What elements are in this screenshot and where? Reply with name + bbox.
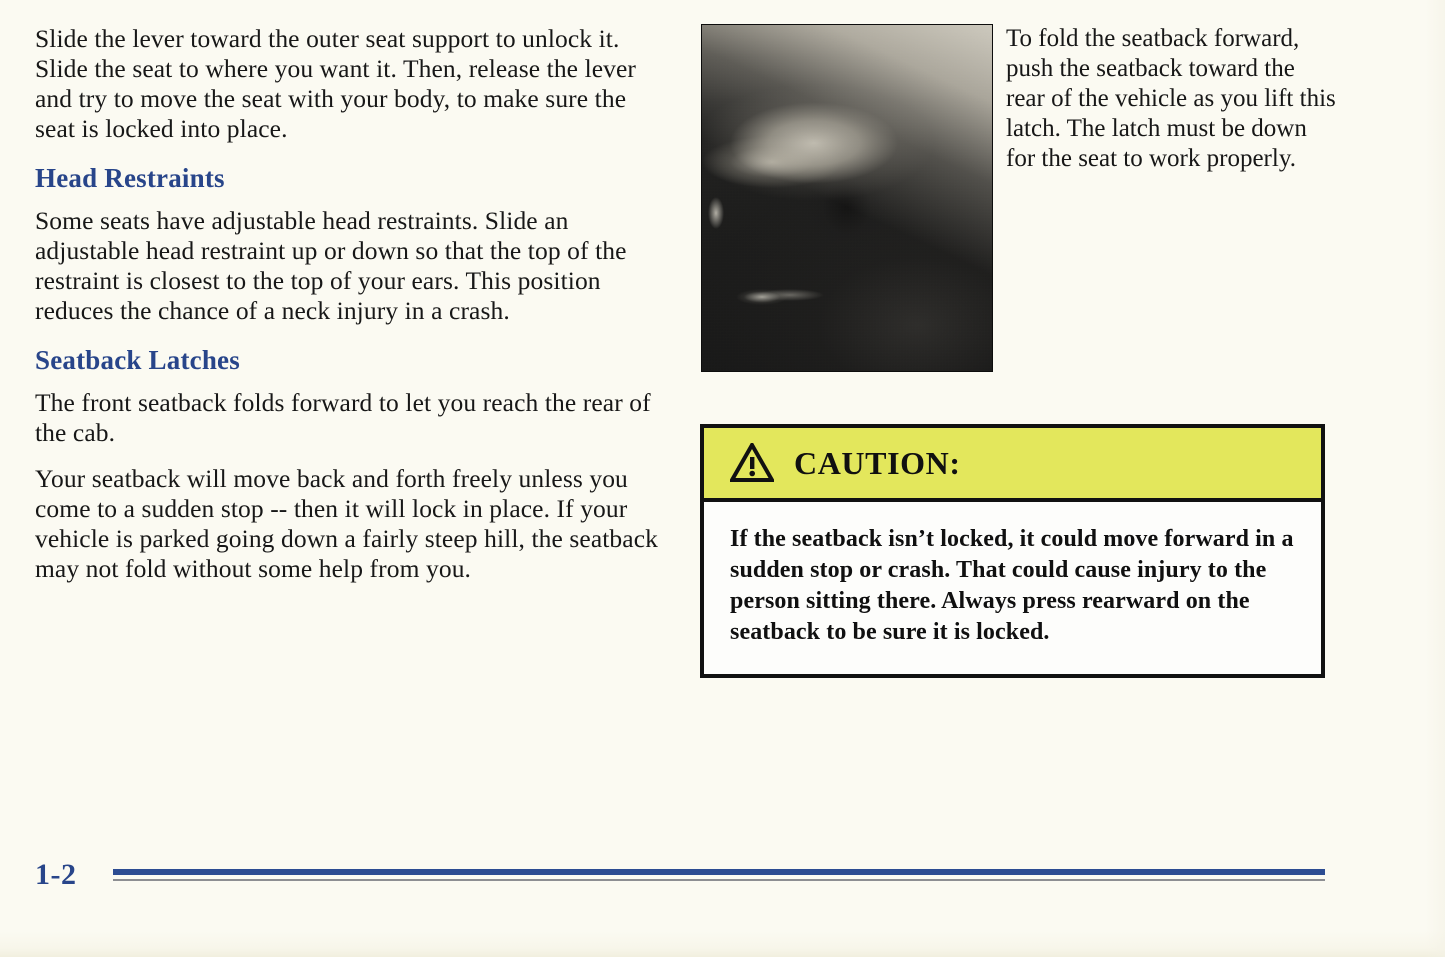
page-number: 1-2 xyxy=(35,858,77,891)
warning-triangle-icon xyxy=(730,443,774,483)
latch-photograph xyxy=(702,25,992,371)
footer-rule-thin xyxy=(113,879,1325,881)
paragraph-seat-adjust: Slide the lever toward the outer seat support to unlock it. Slide the seat to where you want it. Then, release the lever and try to move the seat with your body, to make sure the seat is locked into place. xyxy=(35,24,637,143)
page-footer xyxy=(35,858,1335,898)
caution-header xyxy=(704,428,1321,502)
left-text-column xyxy=(35,24,660,584)
figure-caption-text: To fold the seatback forward, push the seatback toward the rear of the vehicle as you lift this latch. The latch must be down for the seat to work properly. xyxy=(1006,25,1336,172)
paragraph-seatback-folds: The front seatback folds forward to let you reach the rear of the cab. xyxy=(35,388,651,447)
scan-edge-bottom xyxy=(0,931,1445,957)
caution-body xyxy=(704,502,1321,674)
paragraph-head-restraints: Some seats have adjustable head restraints. Slide an adjustable head restraint up or down so that the top of the restraint is closest to the top of your ears. This position reduces the chance of a neck injury in a crash. xyxy=(35,206,627,325)
photo-image xyxy=(702,25,992,371)
figure-caption-column xyxy=(1006,24,1336,174)
heading-seatback-latches: Seatback Latches xyxy=(35,345,240,375)
heading-head-restraints: Head Restraints xyxy=(35,163,225,193)
paragraph-seatback-lock: Your seatback will move back and forth freely unless you come to a sudden stop -- then it will lock in place. If your vehicle is parked going down a fairly steep hill, the seatback may not fold without some help from you. xyxy=(35,464,658,583)
caution-body-text: If the seatback isn’t locked, it could move forward in a sudden stop or crash. That could cause injury to the person sitting there. Always press rearward on the seatback to be sure it is locked. xyxy=(730,526,1294,645)
caution-title: CAUTION: xyxy=(794,444,961,481)
footer-rule xyxy=(113,869,1325,881)
caution-box xyxy=(700,424,1325,678)
scan-edge-right xyxy=(1425,0,1445,957)
